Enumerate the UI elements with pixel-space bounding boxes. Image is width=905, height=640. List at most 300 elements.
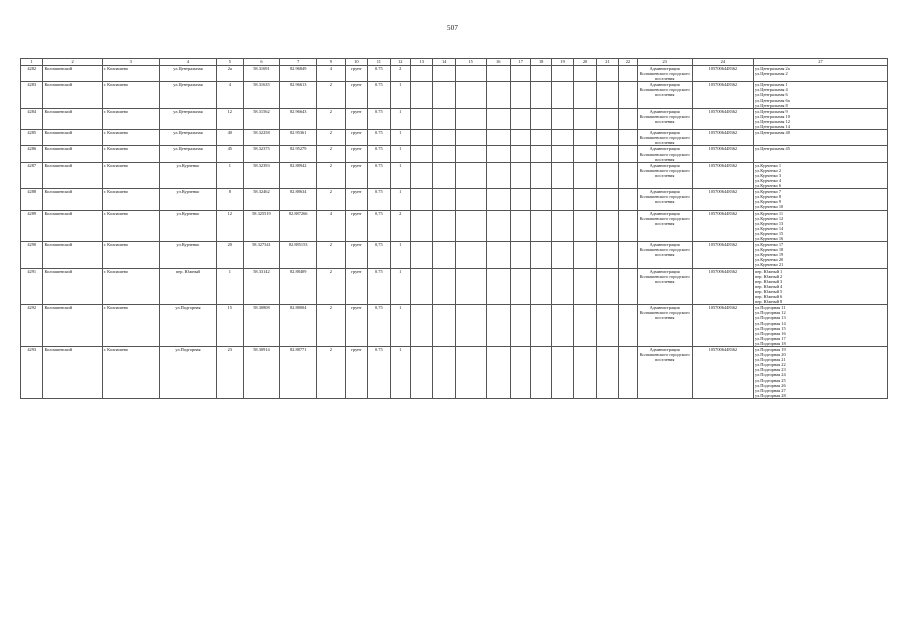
address-item: ул.Курченко 13 [754, 220, 784, 226]
address-item: пер. Южный 3 [754, 278, 783, 284]
empty-cell [433, 242, 455, 268]
served-addresses-cell [753, 162, 887, 188]
administration-cell: Администрация Колпашевского городского поселения [637, 346, 692, 398]
empty-cell [433, 210, 455, 242]
table-row [21, 242, 888, 268]
empty-cell [619, 162, 637, 188]
count-cell: 2 [317, 346, 346, 398]
column-number: 12 [390, 59, 410, 66]
address-item: ул.Курченко 3 [754, 172, 782, 178]
ogrn-cell: 1057006448362 [692, 162, 753, 188]
empty-cell [531, 146, 551, 162]
district-cell: Колпашевский [43, 305, 102, 347]
empty-cell [486, 66, 511, 82]
empty-cell [410, 268, 432, 305]
empty-cell [574, 146, 596, 162]
house-cell: 45 [217, 146, 244, 162]
empty-cell [551, 268, 573, 305]
town-cell: г. Колпашево [102, 162, 159, 188]
district-cell: Колпашевский [43, 242, 102, 268]
empty-cell [531, 346, 551, 398]
empty-cell [574, 162, 596, 188]
empty-cell [455, 242, 486, 268]
empty-cell [511, 189, 531, 210]
empty-cell [486, 242, 511, 268]
empty-cell [619, 210, 637, 242]
empty-cell [551, 346, 573, 398]
house-cell: 15 [217, 305, 244, 347]
house-cell: 8 [217, 189, 244, 210]
empty-cell [511, 82, 531, 108]
street-cell: ул.Подгорная [159, 305, 216, 347]
latitude-cell: 58.30914 [243, 346, 280, 398]
latitude-cell: 58.32375 [243, 146, 280, 162]
served-addresses-cell [753, 82, 887, 108]
area-cell: 0.75 [368, 268, 390, 305]
address-item: ул.Подгорная 23 [754, 367, 786, 373]
house-cell: 20 [217, 242, 244, 268]
latitude-cell: 58.31635 [243, 82, 280, 108]
street-cell: ул.Курченко [159, 162, 216, 188]
district-cell: Колпашевский [43, 210, 102, 242]
street-cell: пер. Южный [159, 268, 216, 305]
address-item: ул.Центральная 2 [754, 71, 788, 77]
administration-cell: Администрация Колпашевского городского поселения [637, 146, 692, 162]
address-item: ул.Курченко 12 [754, 215, 784, 221]
ogrn-cell: 1057006448362 [692, 268, 753, 305]
street-cell: ул.Центральная [159, 146, 216, 162]
address-item: ул.Подгорная 11 [754, 305, 786, 311]
ogrn-cell: 1057006448362 [692, 130, 753, 146]
column-number: 13 [410, 59, 432, 66]
house-cell: 2а [217, 66, 244, 82]
administration-cell: Администрация Колпашевского городского поселения [637, 242, 692, 268]
empty-cell [551, 82, 573, 108]
empty-cell [596, 66, 618, 82]
empty-cell [574, 66, 596, 82]
column-number: 15 [455, 59, 486, 66]
address-item: ул.Подгорная 17 [754, 335, 786, 341]
count-cell: 2 [317, 146, 346, 162]
empty-cell [551, 162, 573, 188]
district-cell: Колпашевский [43, 108, 102, 129]
address-item: ул.Подгорная 26 [754, 382, 786, 388]
empty-cell [455, 130, 486, 146]
address-item: пер. Южный 2 [754, 273, 783, 279]
address-item: ул.Подгорная 28 [754, 392, 786, 398]
town-cell: г. Колпашево [102, 210, 159, 242]
empty-cell [486, 162, 511, 188]
address-item: ул.Подгорная 16 [754, 330, 786, 336]
address-item: ул.Курченко 9 [754, 199, 782, 205]
surface-cell: грунт [345, 66, 367, 82]
empty-cell [551, 66, 573, 82]
house-cell: 40 [217, 130, 244, 146]
address-item: пер. Южный 4 [754, 283, 783, 289]
empty-cell [486, 108, 511, 129]
longitude-cell: 82.95279 [280, 146, 317, 162]
empty-cell [531, 305, 551, 347]
longitude-cell: 82.96849 [280, 66, 317, 82]
area-cell: 0.75 [368, 82, 390, 108]
house-cell: 1 [217, 162, 244, 188]
empty-cell [574, 346, 596, 398]
street-cell: ул.Курченко [159, 210, 216, 242]
address-item: ул.Подгорная 15 [754, 325, 786, 331]
container-count-cell: 1 [390, 242, 410, 268]
address-item: ул.Курченко 8 [754, 194, 782, 200]
column-number: 18 [531, 59, 551, 66]
address-item: ул.Центральная 1 [754, 82, 788, 88]
address-item: ул.Подгорная 13 [754, 315, 786, 321]
area-cell: 0,75 [368, 305, 390, 347]
address-item: ул.Курченко 18 [754, 247, 784, 253]
empty-cell [596, 82, 618, 108]
column-number: 16 [486, 59, 511, 66]
district-cell: Колпашевский [43, 66, 102, 82]
empty-cell [596, 346, 618, 398]
column-number: 9 [317, 59, 346, 66]
administration-cell: Администрация Колпашевского городского поселения [637, 189, 692, 210]
area-cell: 0.75 [368, 66, 390, 82]
empty-cell [433, 108, 455, 129]
table-row [21, 66, 888, 82]
container-count-cell: 1 [390, 130, 410, 146]
administration-cell: Администрация Колпашевского городского поселения [637, 162, 692, 188]
area-cell: 0.75 [368, 346, 390, 398]
town-cell: г. Колпашево [102, 268, 159, 305]
empty-cell [574, 189, 596, 210]
served-addresses-cell [753, 66, 887, 82]
empty-cell [511, 108, 531, 129]
row-id-cell: 4282 [21, 66, 43, 82]
empty-cell [531, 66, 551, 82]
latitude-cell: 58.325519 [243, 210, 280, 242]
empty-cell [511, 242, 531, 268]
container-count-cell: 1 [390, 189, 410, 210]
container-count-cell: 1 [390, 305, 410, 347]
row-id-cell: 4293 [21, 346, 43, 398]
address-item: ул.Центральная 4 [754, 87, 788, 93]
longitude-cell: 82.96643 [280, 108, 317, 129]
served-addresses-cell [753, 108, 887, 129]
house-cell: 12 [217, 108, 244, 129]
latitude-cell: 58.32393 [243, 162, 280, 188]
empty-cell [551, 189, 573, 210]
address-item: ул.Центральная 9 [754, 108, 788, 114]
count-cell: 2 [317, 162, 346, 188]
latitude-cell: 58.33142 [243, 268, 280, 305]
table-row [21, 268, 888, 305]
empty-cell [511, 210, 531, 242]
street-cell: ул.Центральная [159, 130, 216, 146]
administration-cell: Администрация Колпашевского городского поселения [637, 210, 692, 242]
address-item: пер. Южный 8 [754, 299, 783, 305]
empty-cell [486, 210, 511, 242]
town-cell: г. Колпашево [102, 242, 159, 268]
table-row [21, 146, 888, 162]
district-cell: Колпашевский [43, 268, 102, 305]
longitude-cell: 82.887266 [280, 210, 317, 242]
district-cell: Колпашевский [43, 189, 102, 210]
town-cell: г. Колпашево [102, 346, 159, 398]
empty-cell [433, 268, 455, 305]
row-id-cell: 4290 [21, 242, 43, 268]
address-item: ул.Курченко 6 [754, 183, 782, 189]
empty-cell [531, 108, 551, 129]
latitude-cell: 58.327341 [243, 242, 280, 268]
empty-cell [596, 108, 618, 129]
count-cell: 2 [317, 189, 346, 210]
address-item: ул.Центральная 8 [754, 102, 788, 108]
ogrn-cell: 1057006448362 [692, 189, 753, 210]
container-count-cell: 1 [390, 108, 410, 129]
empty-cell [619, 268, 637, 305]
empty-cell [596, 130, 618, 146]
empty-cell [410, 108, 432, 129]
column-number: 23 [637, 59, 692, 66]
empty-cell [619, 189, 637, 210]
column-number: 4 [159, 59, 216, 66]
longitude-cell: 82.96613 [280, 82, 317, 108]
street-cell: ул.Подгорная [159, 346, 216, 398]
column-number: 27 [753, 59, 887, 66]
empty-cell [486, 82, 511, 108]
row-id-cell: 4289 [21, 210, 43, 242]
longitude-cell: 82.88771 [280, 346, 317, 398]
address-item: ул.Подгорная 25 [754, 377, 786, 383]
address-item: ул.Курченко 15 [754, 230, 784, 236]
area-cell: 0,75 [368, 242, 390, 268]
column-number: 5 [217, 59, 244, 66]
empty-cell [455, 210, 486, 242]
district-cell: Колпашевский [43, 130, 102, 146]
empty-cell [511, 130, 531, 146]
empty-cell [433, 130, 455, 146]
empty-cell [410, 189, 432, 210]
address-item: ул.Подгорная 18 [754, 340, 786, 346]
district-cell: Колпашевский [43, 82, 102, 108]
served-addresses-cell [753, 242, 887, 268]
empty-cell [455, 346, 486, 398]
count-cell: 4 [317, 66, 346, 82]
longitude-cell: 82.88942 [280, 162, 317, 188]
row-id-cell: 4284 [21, 108, 43, 129]
house-cell: 12 [217, 210, 244, 242]
empty-cell [574, 108, 596, 129]
town-cell: г. Колпашево [102, 108, 159, 129]
empty-cell [574, 305, 596, 347]
served-addresses-cell [753, 346, 887, 398]
area-cell: 0.75 [368, 130, 390, 146]
served-addresses-cell [753, 146, 887, 162]
administration-cell: Администрация Колпашевского городского поселения [637, 130, 692, 146]
longitude-cell: 82.88004 [280, 305, 317, 347]
register-table [20, 58, 888, 399]
empty-cell [455, 305, 486, 347]
house-cell: 1 [217, 268, 244, 305]
empty-cell [619, 130, 637, 146]
empty-cell [596, 189, 618, 210]
container-count-cell: 1 [390, 346, 410, 398]
empty-cell [511, 66, 531, 82]
container-count-cell: 1 [390, 146, 410, 162]
administration-cell: Администрация Колпашевского городского поселения [637, 108, 692, 129]
container-count-cell: 2 [390, 66, 410, 82]
count-cell: 4 [317, 210, 346, 242]
surface-cell: грунт [345, 130, 367, 146]
latitude-cell: 58.31691 [243, 66, 280, 82]
longitude-cell: 82.88634 [280, 189, 317, 210]
empty-cell [531, 268, 551, 305]
address-item: ул.Курченко 1 [754, 162, 782, 168]
container-count-cell: 1 [390, 268, 410, 305]
town-cell: г. Колпашево [102, 189, 159, 210]
empty-cell [574, 130, 596, 146]
address-item: ул.Подгорная 22 [754, 362, 786, 368]
empty-cell [619, 146, 637, 162]
address-item: ул.Подгорная 20 [754, 352, 786, 358]
count-cell: 2 [317, 268, 346, 305]
served-addresses-cell [753, 189, 887, 210]
address-item: ул.Курченко 10 [754, 204, 784, 210]
empty-cell [596, 210, 618, 242]
empty-cell [410, 66, 432, 82]
ogrn-cell: 1057006448362 [692, 66, 753, 82]
address-item: ул.Подгорная 14 [754, 320, 786, 326]
count-cell: 2 [317, 305, 346, 347]
column-number: 10 [345, 59, 367, 66]
empty-cell [551, 305, 573, 347]
column-number: 3 [102, 59, 159, 66]
empty-cell [596, 268, 618, 305]
town-cell: г. Колпашево [102, 130, 159, 146]
area-cell: 0,75 [368, 210, 390, 242]
empty-cell [531, 189, 551, 210]
empty-cell [619, 66, 637, 82]
column-number: 19 [551, 59, 573, 66]
surface-cell: грунт [345, 210, 367, 242]
row-id-cell: 4292 [21, 305, 43, 347]
address-item: ул.Курченко 21 [754, 262, 784, 268]
empty-cell [455, 189, 486, 210]
empty-cell [410, 130, 432, 146]
surface-cell: грунт [345, 346, 367, 398]
column-number: 7 [280, 59, 317, 66]
ogrn-cell: 1057006448362 [692, 305, 753, 347]
empty-cell [531, 210, 551, 242]
empty-cell [410, 82, 432, 108]
empty-cell [486, 189, 511, 210]
area-cell: 0.75 [368, 146, 390, 162]
address-item: ул.Подгорная 24 [754, 372, 786, 378]
empty-cell [486, 346, 511, 398]
empty-cell [574, 210, 596, 242]
served-addresses-cell [753, 210, 887, 242]
empty-cell [511, 305, 531, 347]
served-addresses-cell [753, 305, 887, 347]
column-number-row [21, 59, 888, 66]
column-number: 2 [43, 59, 102, 66]
longitude-cell: 82.88409 [280, 268, 317, 305]
address-item: пер. Южный 6 [754, 294, 783, 300]
district-cell: Колпашевский [43, 146, 102, 162]
row-id-cell: 4283 [21, 82, 43, 108]
empty-cell [596, 146, 618, 162]
empty-cell [619, 242, 637, 268]
surface-cell: грунт [345, 268, 367, 305]
empty-cell [511, 346, 531, 398]
ogrn-cell: 1057006448362 [692, 210, 753, 242]
empty-cell [455, 268, 486, 305]
address-item: ул.Курченко 2 [754, 167, 782, 173]
count-cell: 2 [317, 108, 346, 129]
area-cell: 0.75 [368, 162, 390, 188]
street-cell: ул.Центральная [159, 108, 216, 129]
empty-cell [455, 66, 486, 82]
column-number: 14 [433, 59, 455, 66]
served-addresses-cell [753, 130, 887, 146]
street-cell: ул.Центральная [159, 66, 216, 82]
house-cell: 23 [217, 346, 244, 398]
address-item: пер. Южный 1 [754, 268, 783, 274]
container-count-cell: 2 [390, 210, 410, 242]
street-cell: ул.Центральная [159, 82, 216, 108]
empty-cell [596, 305, 618, 347]
empty-cell [551, 242, 573, 268]
street-cell: ул.Курченко [159, 189, 216, 210]
longitude-cell: 82.95361 [280, 130, 317, 146]
table-row [21, 130, 888, 146]
address-item: ул.Центральная 10 [754, 113, 790, 119]
column-number: 21 [596, 59, 618, 66]
table-row [21, 189, 888, 210]
address-item: ул.Центральная 40 [754, 130, 790, 136]
empty-cell [511, 162, 531, 188]
empty-cell [531, 130, 551, 146]
empty-cell [486, 130, 511, 146]
column-number: 6 [243, 59, 280, 66]
empty-cell [410, 242, 432, 268]
page-number: 507 [446, 24, 459, 32]
empty-cell [486, 268, 511, 305]
empty-cell [511, 268, 531, 305]
count-cell: 2 [317, 130, 346, 146]
surface-cell: грунт [345, 305, 367, 347]
empty-cell [551, 146, 573, 162]
address-item: ул.Курченко 19 [754, 252, 784, 258]
empty-cell [619, 305, 637, 347]
town-cell: г. Колпашево [102, 146, 159, 162]
address-item: ул.Центральная 6а [754, 97, 790, 103]
empty-cell [433, 189, 455, 210]
empty-cell [619, 346, 637, 398]
row-id-cell: 4287 [21, 162, 43, 188]
district-cell: Колпашевский [43, 162, 102, 188]
address-item: ул.Курченко 20 [754, 257, 784, 263]
ogrn-cell: 1057006448362 [692, 346, 753, 398]
latitude-cell: 58.32258 [243, 130, 280, 146]
empty-cell [455, 82, 486, 108]
address-item: ул.Курченко 7 [754, 189, 782, 195]
address-item: ул.Курченко 4 [754, 177, 782, 183]
ogrn-cell: 1057006448362 [692, 108, 753, 129]
area-cell: 0.75 [368, 189, 390, 210]
surface-cell: грунт [345, 162, 367, 188]
empty-cell [433, 346, 455, 398]
empty-cell [596, 242, 618, 268]
empty-cell [551, 210, 573, 242]
